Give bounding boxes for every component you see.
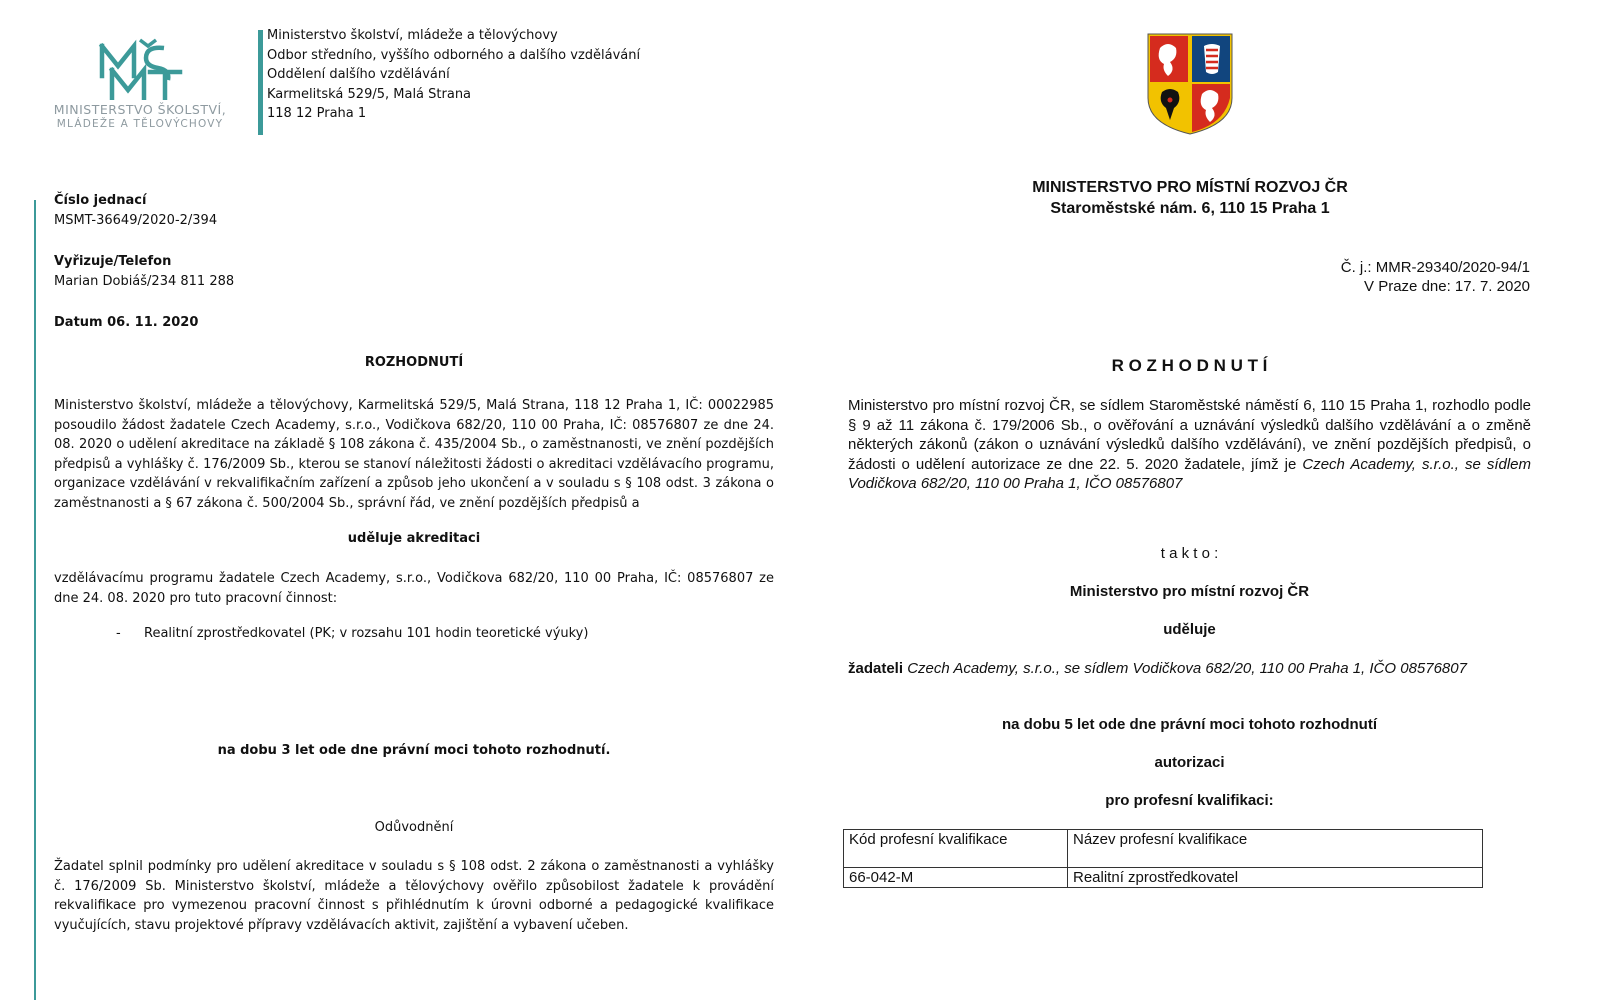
table-cell: 66-042-M	[844, 868, 1068, 888]
right-intro-paragraph	[848, 396, 1531, 494]
address-line: Oddělení dalšího vzdělávání	[267, 67, 450, 82]
msmt-logo-mark	[88, 36, 188, 100]
address-line: Odbor středního, vyššího odborného a dalšího vzdělávání	[267, 47, 641, 63]
bullet-dash: -	[116, 626, 121, 641]
qualification-table	[843, 829, 1483, 888]
qualification-heading: pro profesní kvalifikaci:	[1105, 792, 1274, 809]
table-cell: Realitní zprostředkovatel	[1068, 868, 1483, 888]
program-paragraph: vzdělávacímu programu žadatele Czech Academy, s.r.o., Vodičkova 682/20, 110 00 Praha, IČ: 08576807 ze dne 24. 08. 2020 pro tuto pracovní činnost:	[54, 571, 774, 606]
bullet-item	[116, 626, 588, 641]
takto-label: t a k t o :	[1160, 545, 1219, 562]
coat-of-arms-icon	[1146, 32, 1234, 136]
left-duration: na dobu 3 let ode dne právní moci tohoto rozhodnutí.	[217, 743, 611, 758]
table-header-row	[844, 830, 1483, 868]
reference-block-right	[1341, 258, 1530, 296]
ministry-address: Staroměstské nám. 6, 110 15 Praha 1	[1050, 200, 1330, 217]
applicant-paragraph	[848, 659, 1531, 679]
applicant-label: žadateli	[848, 660, 904, 677]
ministry-header	[940, 177, 1440, 219]
right-title: R O Z H O D N U T Í	[1111, 356, 1268, 375]
table-header-cell: Název profesní kvalifikace	[1068, 830, 1483, 868]
msmt-logo	[40, 36, 240, 136]
reference-label: Číslo jednací	[54, 193, 147, 208]
header-address	[267, 26, 640, 124]
handler-value: Marian Dobiáš/234 811 288	[54, 273, 235, 289]
decision-date-right: V Praze dne: 17. 7. 2020	[1364, 278, 1530, 295]
right-duration: na dobu 5 let ode dne právní moci tohoto rozhodnutí	[1002, 716, 1377, 733]
intro-applicant-italic: Czech Academy, s.r.o., se sídlem Vodičkova 682/20, 110 00 Praha 1, IČO 08576807	[848, 455, 1532, 492]
logo-text-line2: MLÁDEŽE A TĚLOVÝCHOVY	[56, 118, 224, 130]
handler-block	[54, 252, 234, 291]
grant-heading: uděluje akreditaci	[347, 531, 481, 546]
address-line: 118 12 Praha 1	[267, 106, 367, 121]
date-block	[54, 313, 198, 333]
grants-label: uděluje	[1163, 621, 1216, 638]
reason-title: Odůvodnění	[374, 820, 454, 835]
intro-plain-text: Ministerstvo pro místní rozvoj ČR, se sídlem Staroměstské náměstí 6, 110 15 Praha 1, rozhodlo podle § 9 až 11 zákona č. 179/2006 Sb., o ověřování a uznávání výsledků dalšího vzdělávání a o změně některých zákonů (zákon o uznávání výsledků dalšího vzdělávání), ve znění pozdějších předpisů, o žádosti o udělení autorizace ze dne 22. 5. 2020 žadatele, jímž je	[848, 397, 1531, 473]
bullet-text: Realitní zprostředkovatel (PK; v rozsahu 101 hodin teoretické výuky)	[144, 626, 589, 641]
decision-date: Datum 06. 11. 2020	[54, 315, 199, 330]
left-intro-paragraph: Ministerstvo školství, mládeže a tělovýchovy, Karmelitská 529/5, Malá Strana, 118 12 Praha 1, IČ: 00022985 posoudilo žádost žadatele Czech Academy, s.r.o., Vodičkova 682/20, 110 00 Praha, IČ: 08576807 ze dne 24. 08. 2020 o udělení akreditace na základě § 108 zákona č. 435/2004 Sb., o zaměstnanosti, ve znění pozdějších předpisů a vyhlášky č. 176/2009 Sb., kterou se stanoví náležitosti žádosti o akreditaci vzdělávacího programu, organizace vzdělávání v rekvalifikačním zařízení a způsob jeho ukončení a v souladu s § 108 odst. 3 zákona o zaměstnanosti a § 67 zákona č. 500/2004 Sb., správní řád, ve znění pozdějších předpisů a	[54, 398, 774, 511]
table-header-cell: Kód profesní kvalifikace	[844, 830, 1068, 868]
reason-paragraph: Žadatel splnil podmínky pro udělení akreditace v souladu s § 108 odst. 2 zákona o zaměstnanosti a vyhlášky č. 176/2009 Sb. Ministerstvo školství, mládeže a tělovýchovy ověřilo způsobilost žadatele k provádění rekvalifikace pro vymezenou pracovní činnost s přihlédnutím k úrovni odborné a pedagogické kvalifikace vyučujících, stavu projektové přípravy vzdělávacích aktivit, zajištění a vybavení učeben.	[54, 859, 774, 933]
left-title: ROZHODNUTÍ	[364, 355, 464, 370]
reference-number: Č. j.: MMR-29340/2020-94/1	[1340, 259, 1530, 276]
header-rule	[258, 30, 263, 135]
reference-value: MSMT-36649/2020-2/394	[54, 212, 218, 228]
handler-label: Vyřizuje/Telefon	[54, 254, 172, 269]
left-margin-rule	[34, 200, 36, 1000]
ministry-short: Ministerstvo pro místní rozvoj ČR	[1069, 583, 1310, 600]
reference-block	[54, 191, 217, 230]
authorization-label: autorizaci	[1154, 754, 1225, 771]
address-line: Ministerstvo školství, mládeže a tělovýchovy	[267, 28, 558, 43]
address-line: Karmelitská 529/5, Malá Strana	[267, 86, 472, 102]
ministry-name: MINISTERSTVO PRO MÍSTNÍ ROZVOJ ČR	[1032, 179, 1348, 196]
logo-text-line1: MINISTERSTVO ŠKOLSTVÍ,	[53, 102, 227, 117]
applicant-text: Czech Academy, s.r.o., se sídlem Vodičkova 682/20, 110 00 Praha 1, IČO 08576807	[907, 660, 1467, 677]
table-row	[844, 868, 1483, 888]
